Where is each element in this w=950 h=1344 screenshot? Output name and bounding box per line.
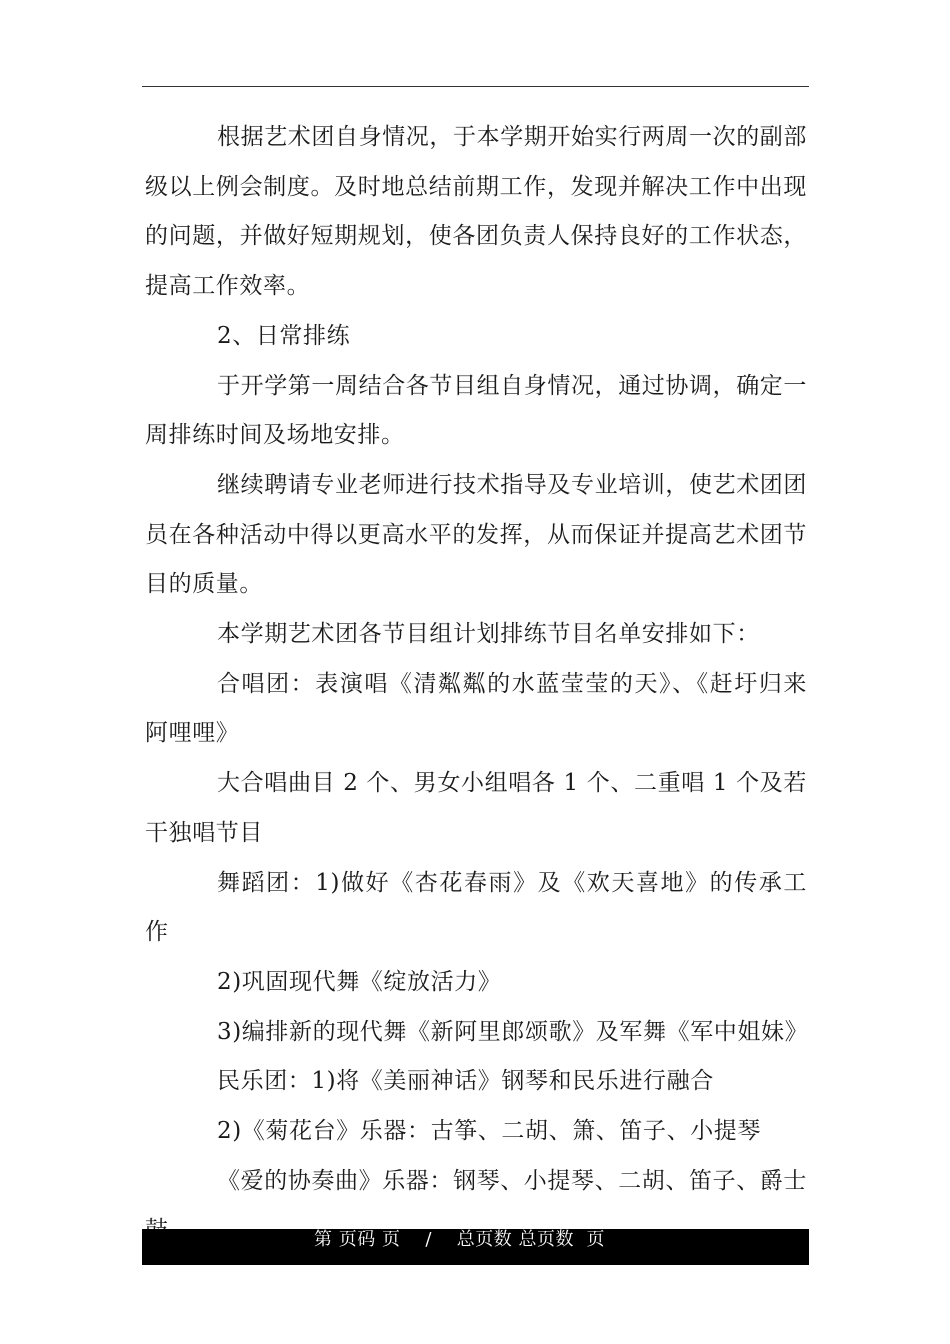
paragraph: 3)编排新的现代舞《新阿里郎颂歌》及军舞《军中姐妹》 xyxy=(217,1018,809,1045)
paragraph: 于开学第一周结合各节目组自身情况，通过协调，确定一周排练时间及场地安排。 xyxy=(145,372,807,449)
paragraph: 2)《菊花台》乐器：古筝、二胡、箫、笛子、小提琴 xyxy=(217,1118,762,1145)
paragraph: 大合唱曲目 2 个、男女小组唱各 1 个、二重唱 1 个及若干独唱节目 xyxy=(145,770,807,846)
paragraph: 民乐团：1)将《美丽神话》钢琴和民乐进行融合 xyxy=(217,1068,714,1095)
paragraph: 继续聘请专业老师进行技术指导及专业培训，使艺术团团员在各种活动中得以更高水平的发挥，从而保证并提高艺术团节目的质量。 xyxy=(145,471,807,598)
paragraph: 本学期艺术团各节目组计划排练节目名单安排如下： xyxy=(217,621,760,648)
header-rule xyxy=(142,86,809,87)
page-number-text: 第 页码 页 / 总页数 总页数 页 xyxy=(314,1229,605,1250)
page-footer xyxy=(142,1229,809,1265)
paragraph: 根据艺术团自身情况，于本学期开始实行两周一次的副部级以上例会制度。及时地总结前期工作，发现并解决工作中出现的问题，并做好短期规划，使各团负责人保持良好的工作状态，提高工作效率。 xyxy=(145,124,807,300)
document-body xyxy=(145,113,807,1256)
section-heading: 2、日常排练 xyxy=(217,322,351,349)
paragraph: 2)巩固现代舞《绽放活力》 xyxy=(217,968,502,995)
paragraph: 《爱的协奏曲》乐器：钢琴、小提琴、二胡、笛子、爵士 xyxy=(217,1167,807,1194)
paragraph: 舞蹈团：1)做好《杏花春雨》及《欢天喜地》的传承工作 xyxy=(145,869,807,946)
paragraph: 合唱团：表演唱《清粼粼的水蓝莹莹的天》、《赶圩归来阿哩哩》 xyxy=(145,670,807,747)
